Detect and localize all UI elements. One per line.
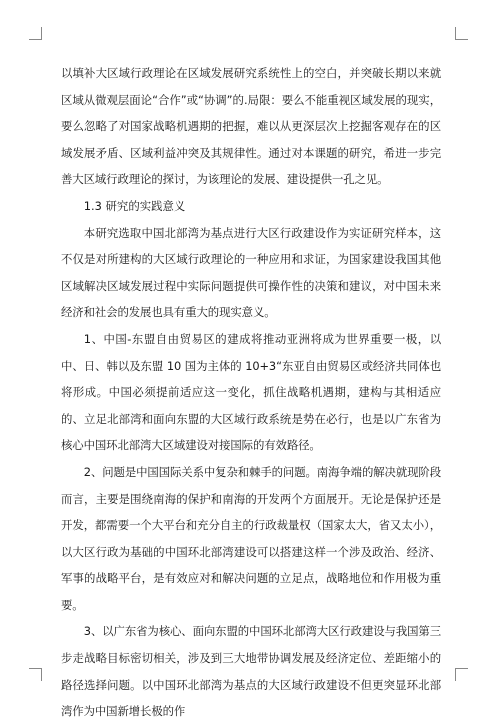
crop-mark-bottom-left <box>29 668 42 681</box>
document-body <box>61 60 441 725</box>
paragraph-point-2: 2、问题是中国国际关系中复杂和棘手的问题。南海争端的解决就现阶段而言，主要是围绕南海的保护和南海的开发两个方面展开。无论是保护还是开发，都需要一个大平台和充分自主的行政裁量权（国家太大，省又太小），以大区行政为基础的中国环北部湾建设可以搭建这样一个涉及政治、经济、军事的战略平台，是有效应对和解决问题的立足点，战略地位和作用极为重要。 <box>61 464 441 612</box>
paragraph-intro-continuation: 以填补大区域行政理论在区域发展研究系统性上的空白，并突破长期以来就区域从微观层面论“合作”或“协调”的.局限：要么不能重视区域发展的现实，要么忽略了对国家战略机遇期的把握，难以从更深层次上挖掘客观存在的区域发展矛盾、区域利益冲突及其规律性。通过对本课题的研究，希进一步完善大区域行政理论的探讨，为该理论的发展、建设提供一孔之见。 <box>61 66 441 187</box>
crop-mark-top-left <box>29 27 42 40</box>
crop-mark-top-right <box>455 27 468 40</box>
paragraph-practical-overview: 本研究选取中国北部湾为基点进行大区行政建设作为实证研究样本，这不仅是对所建构的大区域行政理论的一种应用和求证，为国家建设我国其他区域解决区域发展过程中实际问题提供可操作性的决策和建议，对中国未来经济和社会的发展也具有重大的现实意义。 <box>61 225 441 320</box>
section-heading-practical-significance: 1.3 研究的实践意义 <box>83 198 186 213</box>
crop-mark-bottom-right <box>455 668 468 681</box>
paragraph-point-3: 3、以广东省为核心、面向东盟的中国环北部湾大区行政建设与我国第三步走战略目标密切相关，涉及到三大地带协调发展及经济定位、差距缩小的路径选择问题。以中国环北部湾为基点的大区域行政建设不但更突显环北部湾作为中国新增长极的作 <box>61 624 441 719</box>
paragraph-point-1: 1、中国-东盟自由贸易区的建成将推动亚洲将成为世界重要一极，以中、日、韩以及东盟 10 国为主体的 10+3“东亚自由贸易区或经济共同体也将形成。中国必须提前适应这一变化，抓住战略机遇期，建构与其相适应的、立足北部湾和面向东盟的大区域行政系统是势在必行，也是以广东省为核心中国环北部湾大区域建设对接国际的有效路径。 <box>61 331 441 453</box>
